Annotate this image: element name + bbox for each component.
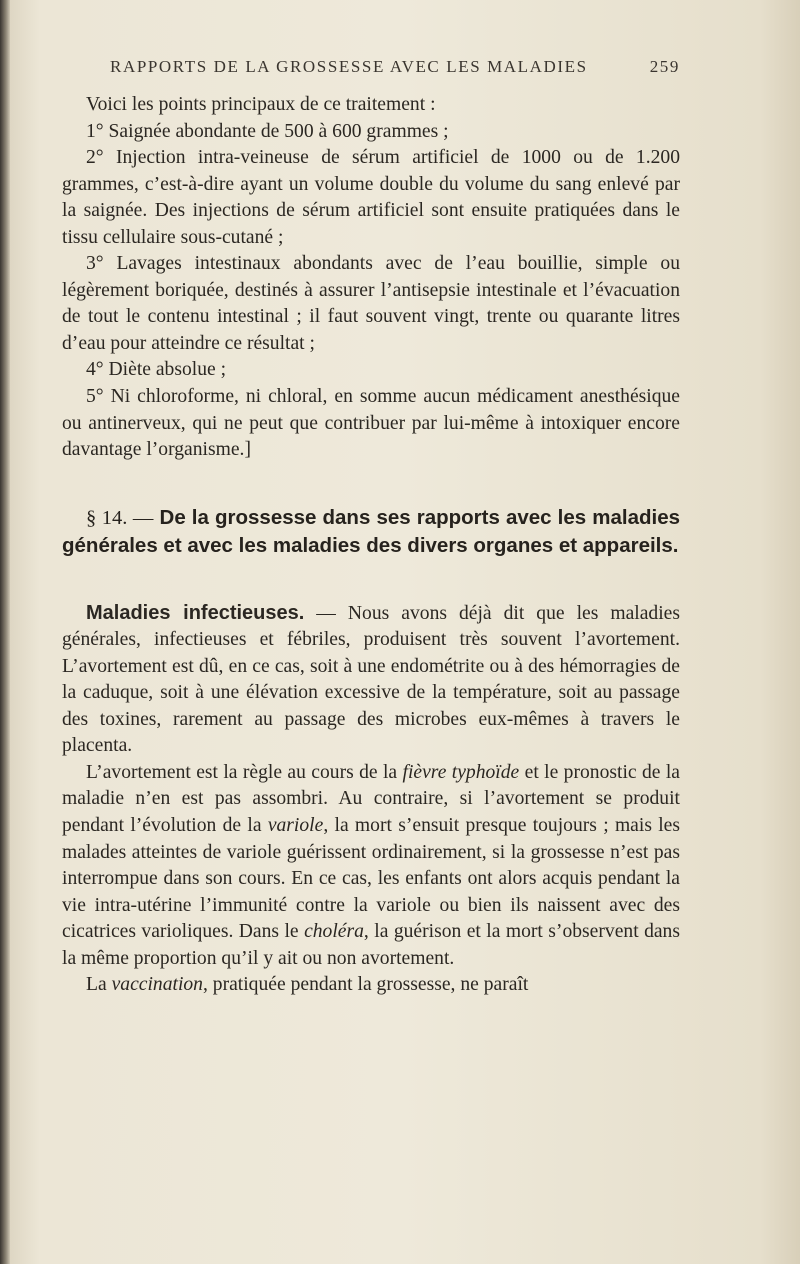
paragraph-item-1: 1° Saignée abondante de 500 à 600 grammes ; [86, 120, 449, 142]
paragraph-item-2: 2° Injection intra-veineuse de sérum artificiel de 1000 ou de 1.200 grammes, c’est-à-dire ayant un volume double du volume du sang enlevé par la saignée. Des injections de sérum artificiel sont ensuite pratiquées dans le tissu cellulaire sous-cutané ; [62, 147, 680, 248]
section-number: § 14. — [86, 506, 154, 529]
page-binding-edge [0, 0, 10, 1264]
text-run: et le pronostic de la maladie n’en est pas assombri. Au contraire, si l’avortement se produit pendant l’évolution de la [62, 761, 680, 837]
paragraph-intro: Voici les points principaux de ce traitement : [86, 94, 436, 115]
subsection-label: Maladies infectieuses. [86, 601, 305, 624]
text-run: L’avortement est la règle au cours de la [86, 761, 403, 783]
emphasis-term: vaccination [111, 974, 203, 996]
text-run: La [86, 974, 112, 996]
text-run: , la mort s’ensuit presque toujours ; mais les malades atteintes de variole guérissent ordinairement, si la grossesse n’est pas interrompue dans son cours. En ce cas, les enfants ont alors acquis pendant la vie intra-utérine l’immunité contre la variole ou bien ils naissent avec des cicatrices varioliques. Dans le [62, 815, 681, 943]
infectious-text: — Nous avons déjà dit que les maladies générales, infectieuses et fébriles, produisent très souvent l’avortement. L’avortement est dû, en ce cas, soit à une endométrite ou à des hémorragies de la caduque, soit à une élévation excessive de la température, soit au passage des toxines, rarement au passage des microbes eux-mêmes à travers le placenta. [62, 602, 680, 757]
emphasis-term: fièvre typhoïde [402, 761, 520, 783]
text-run: , pratiquée pendant la grossesse, ne paraît [202, 974, 529, 996]
paragraph-vaccination [62, 972, 680, 999]
paragraph-typhoid [62, 760, 680, 972]
paragraph-item-4: 4° Diète absolue ; [86, 359, 227, 381]
paragraph-infectious [62, 600, 680, 760]
page-number: 259 [649, 57, 680, 76]
emphasis-term: choléra [304, 921, 364, 943]
paragraph-item-3: 3° Lavages intestinaux abondants avec de l’eau bouillie, simple ou légèrement boriquée, destinés à assurer l’antisepsie intestinale et l’évacuation de tout le contenu intestinal ; il faut souvent vingt, trente ou quarante litres d’eau pour atteindre ce résultat ; [62, 253, 680, 354]
running-title: RAPPORTS DE LA GROSSESSE AVEC LES MALADIES [110, 57, 588, 76]
text-run: , la guérison et la mort s’observent dans la même proportion qu’il y ait ou non avortement. [62, 921, 680, 969]
paragraph-item-5: 5° Ni chloroforme, ni chloral, en somme aucun médicament anesthésique ou antinerveux, qui ne peut que contribuer par lui-même à intoxiquer encore davantage l’organisme.] [62, 386, 680, 461]
emphasis-term: variole [267, 815, 324, 837]
body-text [62, 92, 680, 999]
section-heading [62, 504, 680, 560]
section-title: De la grossesse dans ses rapports avec les maladies générales et avec les maladies des divers organes et appareils. [62, 505, 680, 557]
